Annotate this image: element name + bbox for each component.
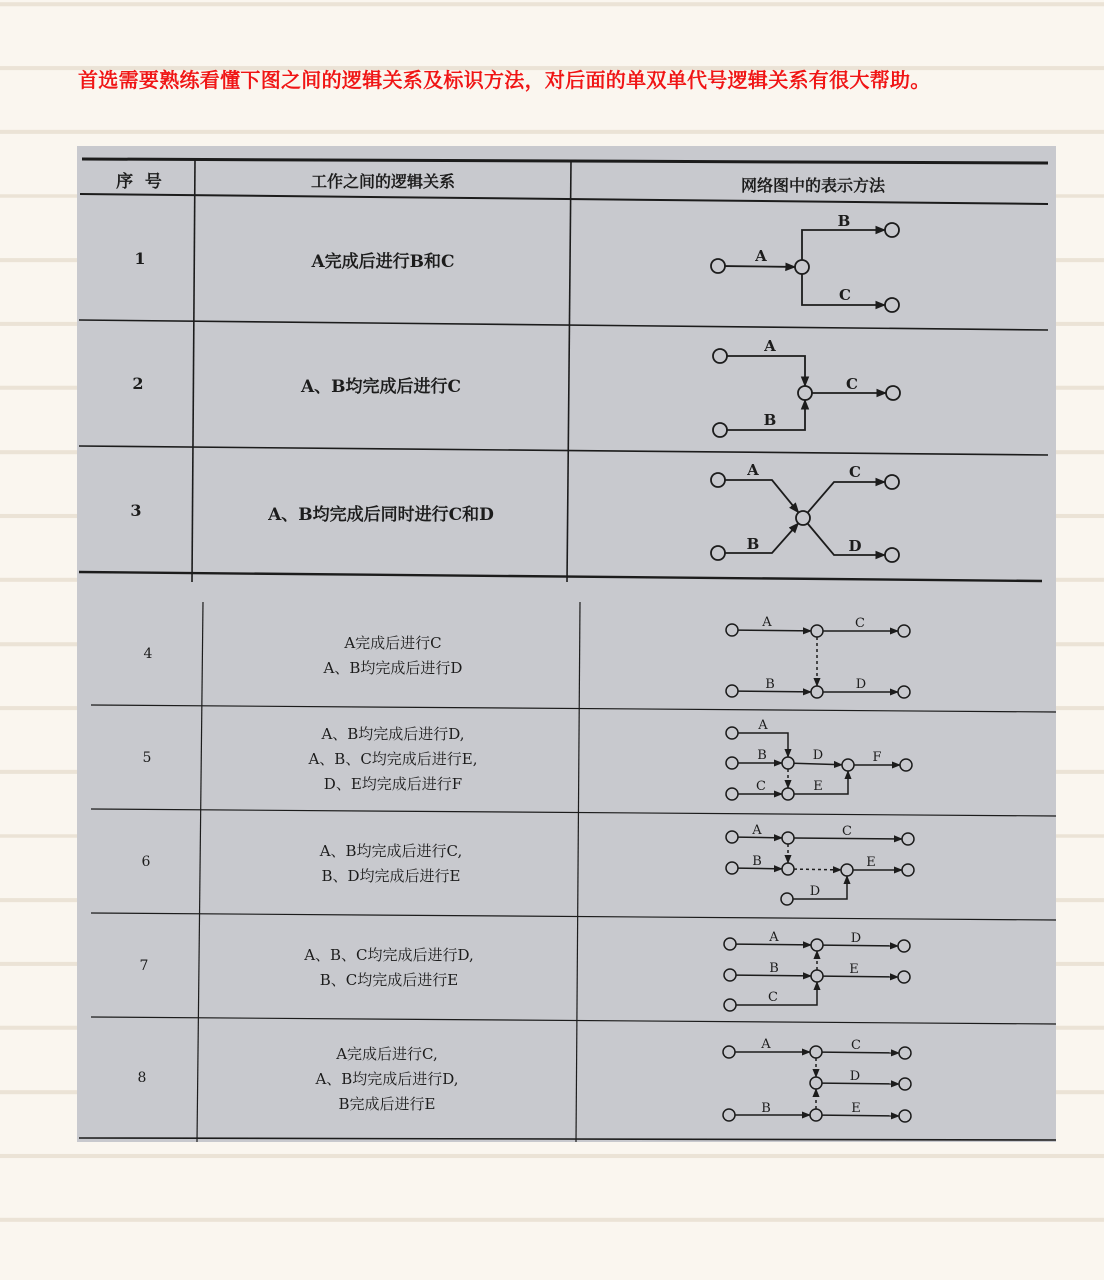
row-4-diagram — [726, 615, 910, 698]
row-3-activity-b — [725, 523, 798, 553]
row-4-no: 4 — [143, 646, 153, 662]
row-8-node-c — [899, 1047, 911, 1059]
row-1-node-b — [885, 223, 899, 237]
row-8-node-d — [899, 1078, 911, 1090]
row-8-no: 8 — [137, 1070, 147, 1086]
row-3-label-c: C — [849, 463, 861, 481]
row-5-node-c — [726, 788, 738, 800]
row-3-label-b: B — [746, 535, 760, 553]
row-7-node-a — [724, 938, 736, 950]
row-8-node-m1 — [810, 1046, 822, 1058]
row-1-node-m — [795, 260, 809, 274]
row-7-relation-line-1: A、B、C均完成后进行D, — [304, 946, 474, 964]
row-8-node-m3 — [810, 1109, 822, 1121]
row-8-node-e — [899, 1110, 911, 1122]
row-6-label-c: C — [842, 824, 852, 839]
row-8-relation-line-3: B完成后进行E — [338, 1095, 436, 1113]
row-7-node-b — [724, 969, 736, 981]
row-1-no: 1 — [134, 249, 146, 268]
row-3-label-d: D — [848, 537, 862, 555]
row-7-node-d — [898, 940, 910, 952]
row-2-node-c — [886, 386, 900, 400]
row-8-label-a: A — [761, 1037, 771, 1052]
row-6-label-b: B — [752, 854, 762, 869]
row-5-label-d: D — [812, 748, 824, 763]
row-2-node-m — [798, 386, 812, 400]
row-4-relation-line-2: A、B均完成后进行D — [323, 659, 463, 677]
row-4-activity-a — [738, 630, 811, 631]
row-6-no: 6 — [141, 854, 151, 870]
row-3-activity-a — [725, 480, 799, 513]
row-6-node-c — [902, 833, 914, 845]
row-2-activity-a — [727, 356, 805, 386]
row-4-node-c — [898, 625, 910, 637]
row-3-node-d — [885, 548, 899, 562]
header-col-no: 序 号 — [116, 172, 162, 192]
row-6-node-d — [781, 893, 793, 905]
row-5-node-m3 — [782, 788, 794, 800]
row-6-label-e: E — [866, 855, 876, 870]
row-2-node-a — [713, 349, 727, 363]
row-8-label-b: B — [761, 1101, 771, 1116]
row-8-relation-line-2: A、B均完成后进行D, — [315, 1070, 459, 1088]
row-7-label-c: C — [768, 990, 778, 1005]
header-col-relation: 工作之间的逻辑关系 — [310, 172, 456, 191]
row-8-label-d: D — [849, 1069, 861, 1084]
row-4-node-m2 — [811, 686, 823, 698]
row-8-node-a — [723, 1046, 735, 1058]
row-4-label-a: A — [762, 615, 772, 630]
row-3-label-a: A — [747, 461, 759, 479]
row-1-activity-b — [802, 230, 885, 260]
row-5-relation-line-2: A、B、C均完成后进行E, — [308, 750, 478, 768]
row-8-label-e: E — [851, 1101, 861, 1116]
row-5-relation-line-1: A、B均完成后进行D, — [321, 725, 465, 743]
row-7-activity-e — [823, 976, 898, 977]
row-6-diagram — [726, 823, 914, 905]
logic-relationship-table — [77, 146, 1056, 1142]
row-7-node-m2 — [811, 970, 823, 982]
row-4-label-b: B — [765, 677, 775, 692]
row-4-relation-line-1: A完成后进行C — [344, 634, 442, 652]
row-6-dummy-activity — [794, 869, 841, 870]
row-1-diagram — [711, 212, 899, 312]
row-3-activity-d — [807, 523, 885, 555]
row-7-relation-line-2: B、C均完成后进行E — [319, 971, 459, 989]
row-8-label-c: C — [851, 1038, 861, 1053]
row-2-label-b: B — [763, 411, 777, 429]
row-3-relation: A、B均完成后同时进行C和D — [268, 505, 494, 525]
header-col-method: 网络图中的表示方法 — [740, 176, 886, 195]
row-6-label-a: A — [752, 823, 762, 838]
row-4-node-a — [726, 624, 738, 636]
row-4-label-c: C — [855, 616, 865, 631]
row-8-activity-d — [822, 1083, 899, 1084]
row-6-node-m2 — [782, 863, 794, 875]
row-6-node-a — [726, 831, 738, 843]
row-4-node-m1 — [811, 625, 823, 637]
row-8-relation-line-1: A完成后进行C, — [336, 1045, 438, 1063]
row-4-node-d — [898, 686, 910, 698]
row-7-node-e — [898, 971, 910, 983]
row-2-label-c: C — [846, 375, 858, 393]
row-2-node-b — [713, 423, 727, 437]
row-8-node-m2 — [810, 1077, 822, 1089]
row-6-node-m1 — [782, 832, 794, 844]
row-6-node-m3 — [841, 864, 853, 876]
row-2-diagram — [713, 337, 900, 437]
row-7-node-m1 — [811, 939, 823, 951]
row-2-no: 2 — [132, 374, 144, 393]
row-1-label-a: A — [755, 247, 767, 265]
row-3-node-b — [711, 546, 725, 560]
row-1-relation: A完成后进行B和C — [311, 252, 455, 272]
row-5-node-m2 — [842, 759, 854, 771]
row-5-label-c: C — [756, 779, 766, 794]
row-3-activity-c — [808, 482, 885, 513]
row-1-activity-a — [725, 266, 795, 267]
row-3-node-m — [796, 511, 810, 525]
top-table-grid — [79, 159, 1048, 582]
row-4-node-b — [726, 685, 738, 697]
row-7-node-c — [724, 999, 736, 1011]
row-3-no: 3 — [130, 501, 142, 520]
headline: 首选需要熟练看懂下图之间的逻辑关系及标识方法，对后面的单双单代号逻辑关系有很大帮助。 — [78, 68, 931, 92]
row-5-label-b: B — [757, 748, 767, 763]
row-7-diagram — [724, 930, 910, 1011]
row-5-no: 5 — [142, 750, 152, 766]
row-3-diagram — [711, 461, 899, 562]
row-6-node-b — [726, 862, 738, 874]
row-5-node-a — [726, 727, 738, 739]
row-8-node-b — [723, 1109, 735, 1121]
row-5-node-m1 — [782, 757, 794, 769]
row-5-label-f: F — [872, 750, 882, 765]
row-5-relation-line-3: D、E均完成后进行F — [323, 775, 463, 793]
row-6-node-e — [902, 864, 914, 876]
row-7-no: 7 — [139, 958, 149, 974]
row-1-label-c: C — [839, 286, 851, 304]
row-5-diagram — [726, 718, 912, 800]
row-5-node-f — [900, 759, 912, 771]
row-5-node-b — [726, 757, 738, 769]
table-svg — [77, 146, 1056, 1142]
network-diagrams — [711, 212, 914, 1122]
row-5-activity-d — [794, 763, 842, 765]
row-4-label-d: D — [855, 677, 867, 692]
row-1-node-c — [885, 298, 899, 312]
row-6-relation-line-1: A、B均完成后进行C, — [319, 842, 463, 860]
row-2-label-a: A — [764, 337, 776, 355]
row-7-label-b: B — [769, 961, 779, 976]
row-6-relation-line-2: B、D均完成后进行E — [321, 867, 461, 885]
row-7-label-e: E — [849, 962, 859, 977]
row-8-diagram — [723, 1037, 911, 1122]
row-6-label-d: D — [809, 884, 821, 899]
row-7-label-a: A — [769, 930, 779, 945]
row-7-label-d: D — [850, 931, 862, 946]
row-1-label-b: B — [837, 212, 851, 230]
row-5-label-a: A — [758, 718, 768, 733]
row-3-node-a — [711, 473, 725, 487]
row-2-relation: A、B均完成后进行C — [300, 377, 462, 397]
row-5-label-e: E — [813, 779, 823, 794]
row-3-node-c — [885, 475, 899, 489]
row-1-node-s — [711, 259, 725, 273]
